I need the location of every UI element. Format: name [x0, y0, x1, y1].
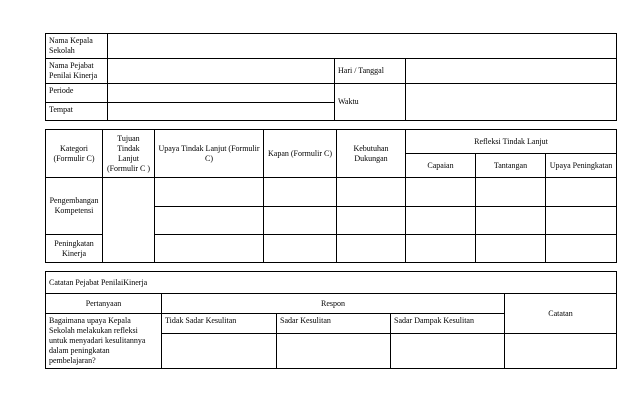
nama-pejabat-value[interactable]: [108, 59, 335, 84]
cell-tantangan-3[interactable]: [476, 235, 546, 263]
identity-table: [45, 33, 617, 121]
header-capaian: Capaian: [406, 154, 476, 178]
waktu-value[interactable]: [406, 84, 617, 121]
header-kategori: Kategori (Formulir C): [46, 130, 103, 178]
cell-capaian-2[interactable]: [406, 207, 476, 235]
header-refleksi: Refleksi Tindak Lanjut: [406, 130, 617, 154]
hari-tanggal-label: Hari / Tanggal: [335, 59, 406, 84]
cell-kebutuhan-2[interactable]: [337, 207, 406, 235]
option-sadar-dampak: Sadar Dampak Kesulitan: [391, 314, 505, 334]
header-tantangan: Tantangan: [476, 154, 546, 178]
plan-table: [45, 129, 617, 263]
cell-upaya-2[interactable]: [155, 207, 264, 235]
tempat-label: Tempat: [46, 103, 108, 121]
cell-tantangan-2[interactable]: [476, 207, 546, 235]
nama-pejabat-label: Nama Pejabat Penilai Kinerja: [46, 59, 108, 84]
notes-table: [45, 271, 617, 369]
header-pertanyaan: Pertanyaan: [46, 294, 162, 314]
cell-upaya-peningkatan-3[interactable]: [546, 235, 617, 263]
header-upaya: Upaya Tindak Lanjut (Formulir C): [155, 130, 264, 178]
header-catatan: Catatan: [505, 294, 617, 334]
cell-tantangan-1[interactable]: [476, 178, 546, 207]
cell-kebutuhan-1[interactable]: [337, 178, 406, 207]
header-kapan: Kapan (Formulir C): [264, 130, 337, 178]
cell-kebutuhan-3[interactable]: [337, 235, 406, 263]
cell-kapan-2[interactable]: [264, 207, 337, 235]
header-kebutuhan: Kebutuhan Dukungan: [337, 130, 406, 178]
option-tidak-sadar: Tidak Sadar Kesulitan: [162, 314, 277, 334]
cell-kapan-3[interactable]: [264, 235, 337, 263]
nama-kepala-sekolah-value[interactable]: [108, 34, 617, 59]
cell-upaya-3[interactable]: [155, 235, 264, 263]
hari-tanggal-value[interactable]: [406, 59, 617, 84]
response-sadar[interactable]: [277, 334, 391, 369]
cell-tujuan[interactable]: [103, 178, 155, 263]
waktu-label: Waktu: [335, 84, 406, 121]
cell-capaian-3[interactable]: [406, 235, 476, 263]
cell-capaian-1[interactable]: [406, 178, 476, 207]
response-catatan[interactable]: [505, 334, 617, 369]
notes-title: Catatan Pejabat PenilaiKinerja: [46, 272, 617, 294]
option-sadar: Sadar Kesulitan: [277, 314, 391, 334]
cell-upaya-peningkatan-1[interactable]: [546, 178, 617, 207]
cell-kapan-1[interactable]: [264, 178, 337, 207]
header-tujuan: Tujuan Tindak Lanjut (Formulir C ): [103, 130, 155, 178]
tempat-value[interactable]: [108, 103, 335, 121]
question-text: Bagaimana upaya Kepala Sekolah melakukan refleksi untuk menyadari kesulitannya dalam peningkatan pembelajaran?: [46, 314, 162, 369]
cell-upaya-peningkatan-2[interactable]: [546, 207, 617, 235]
periode-label: Periode: [46, 84, 108, 103]
nama-kepala-sekolah-label: Nama Kepala Sekolah: [46, 34, 108, 59]
response-sadar-dampak[interactable]: [391, 334, 505, 369]
cell-upaya-1[interactable]: [155, 178, 264, 207]
row-peningkatan-kinerja: Peningkatan Kinerja: [46, 235, 103, 263]
response-tidak-sadar[interactable]: [162, 334, 277, 369]
periode-value[interactable]: [108, 84, 335, 103]
header-upaya-peningkatan: Upaya Peningkatan: [546, 154, 617, 178]
row-pengembangan-kompetensi: Pengembangan Kompetensi: [46, 178, 103, 235]
header-respon: Respon: [162, 294, 505, 314]
